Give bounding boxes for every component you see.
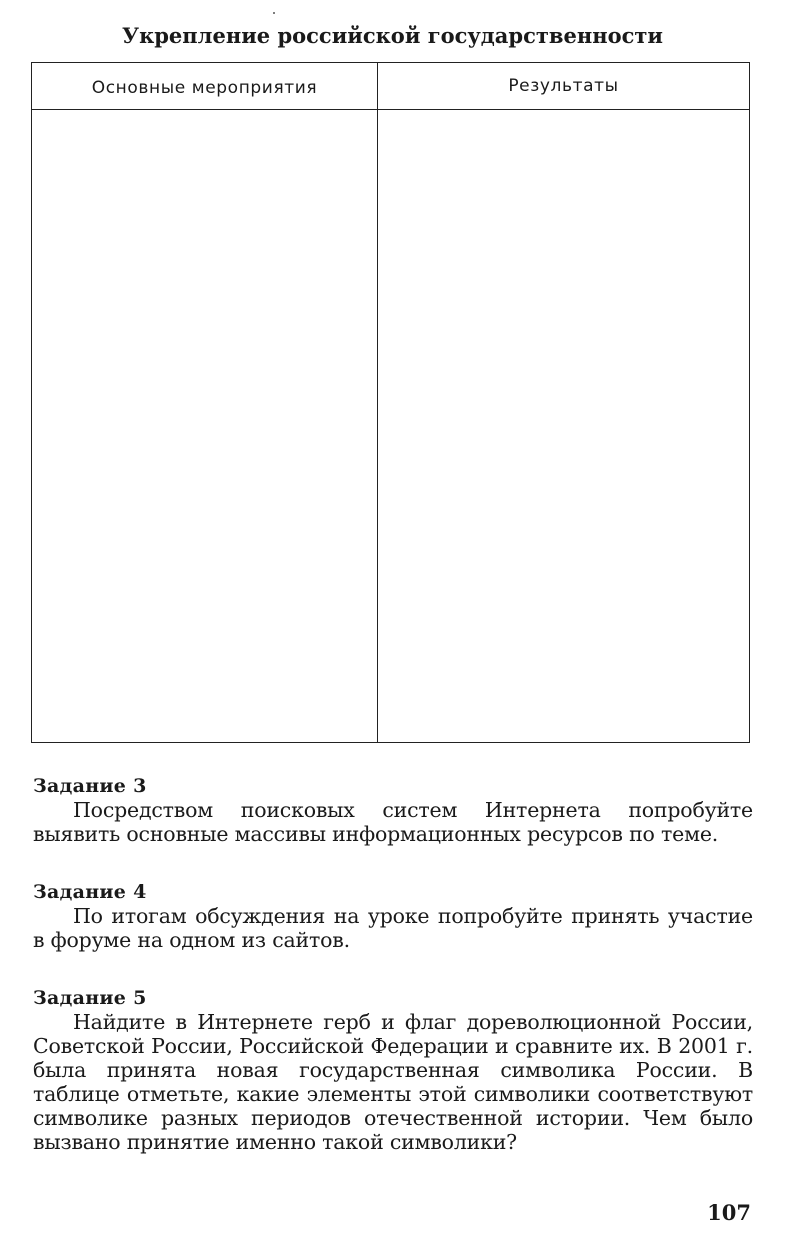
task-4-text: По итогам обсуждения на уроке попробуйте принять участие в форуме на одном из сайтов.	[33, 904, 753, 952]
task-4-title: Задание 4	[33, 881, 147, 903]
task-3-text: Посредством поисковых систем Интернета попробуйте выявить основные массивы информационных ресурсов по теме.	[33, 798, 753, 846]
column-header-main-measures: Основные мероприятия	[91, 78, 318, 98]
print-speck	[273, 12, 275, 14]
task-5-text: Найдите в Интернете герб и флаг дореволюционной России, Советской России, Российской Федерации и сравните их. В 2001 г. была принята новая государственная символика России. В таблице отметьте, какие элементы этой символики соответствуют символике разных периодов отечественной истории. Чем было вызвано принятие именно такой символики?	[33, 1010, 753, 1154]
column-divider	[377, 63, 378, 742]
task-3	[33, 774, 753, 846]
page-title: Укрепление российской государственности	[122, 23, 663, 48]
task-5-title: Задание 5	[33, 987, 147, 1009]
task-4	[33, 880, 753, 952]
header-divider	[32, 109, 749, 110]
column-header-results: Результаты	[508, 76, 619, 96]
state-strengthening-table	[31, 62, 750, 743]
page-number: 107	[707, 1200, 751, 1225]
task-5	[33, 986, 753, 1154]
task-3-title: Задание 3	[33, 775, 147, 797]
